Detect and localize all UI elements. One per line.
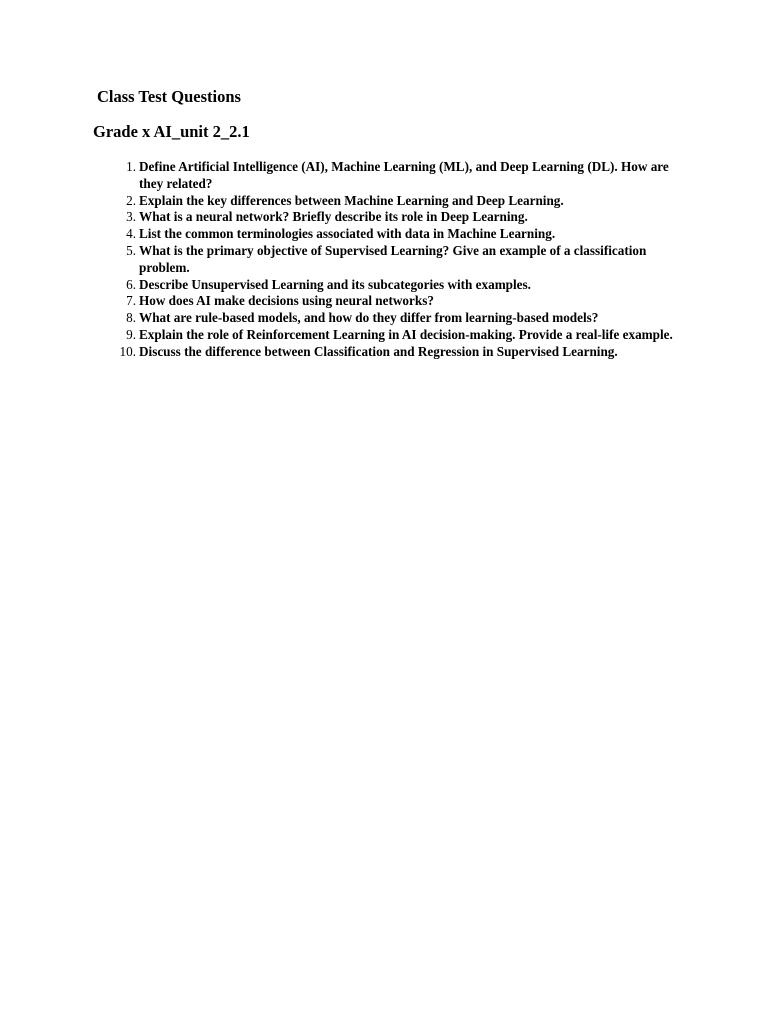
question-text: How does AI make decisions using neural networks? xyxy=(139,293,434,309)
question-item-3 xyxy=(126,209,679,226)
document-subtitle: Grade x AI_unit 2_2.1 xyxy=(93,122,250,141)
question-number: 10. xyxy=(119,343,136,359)
question-number: 8. xyxy=(126,310,136,326)
question-item-9 xyxy=(126,326,679,344)
question-number: 4. xyxy=(126,226,136,242)
question-number: 6. xyxy=(126,276,136,292)
question-number: 3. xyxy=(126,209,136,225)
question-item-2 xyxy=(126,192,679,210)
question-text: Explain the role of Reinforcement Learning in AI decision-making. Provide a real-life example. xyxy=(139,326,673,342)
question-text: What is the primary objective of Supervised Learning? Give an example of a classification problem. xyxy=(139,242,647,275)
question-text: List the common terminologies associated with data in Machine Learning. xyxy=(139,226,556,242)
question-text: Explain the key differences between Machine Learning and Deep Learning. xyxy=(139,192,564,208)
question-item-4 xyxy=(126,226,679,243)
question-text: Define Artificial Intelligence (AI), Machine Learning (ML), and Deep Learning (DL). How are they related? xyxy=(139,159,669,191)
question-item-5 xyxy=(126,242,679,277)
question-item-6 xyxy=(126,276,679,294)
question-text: What is a neural network? Briefly describe its role in Deep Learning. xyxy=(139,209,528,225)
question-text: Describe Unsupervised Learning and its subcategories with examples. xyxy=(139,276,531,292)
question-number: 2. xyxy=(126,192,136,208)
question-number: 9. xyxy=(126,326,136,342)
question-list xyxy=(119,159,679,361)
question-number: 1. xyxy=(126,159,136,174)
question-item-10 xyxy=(119,343,679,361)
question-number: 5. xyxy=(126,242,136,258)
question-number: 7. xyxy=(126,293,136,309)
question-item-8 xyxy=(126,310,679,327)
question-text: Discuss the difference between Classification and Regression in Supervised Learning. xyxy=(139,343,618,359)
question-item-1 xyxy=(126,159,679,193)
question-item-7 xyxy=(126,293,679,310)
question-text: What are rule-based models, and how do they differ from learning-based models? xyxy=(139,310,599,326)
document-title: Class Test Questions xyxy=(97,87,241,106)
